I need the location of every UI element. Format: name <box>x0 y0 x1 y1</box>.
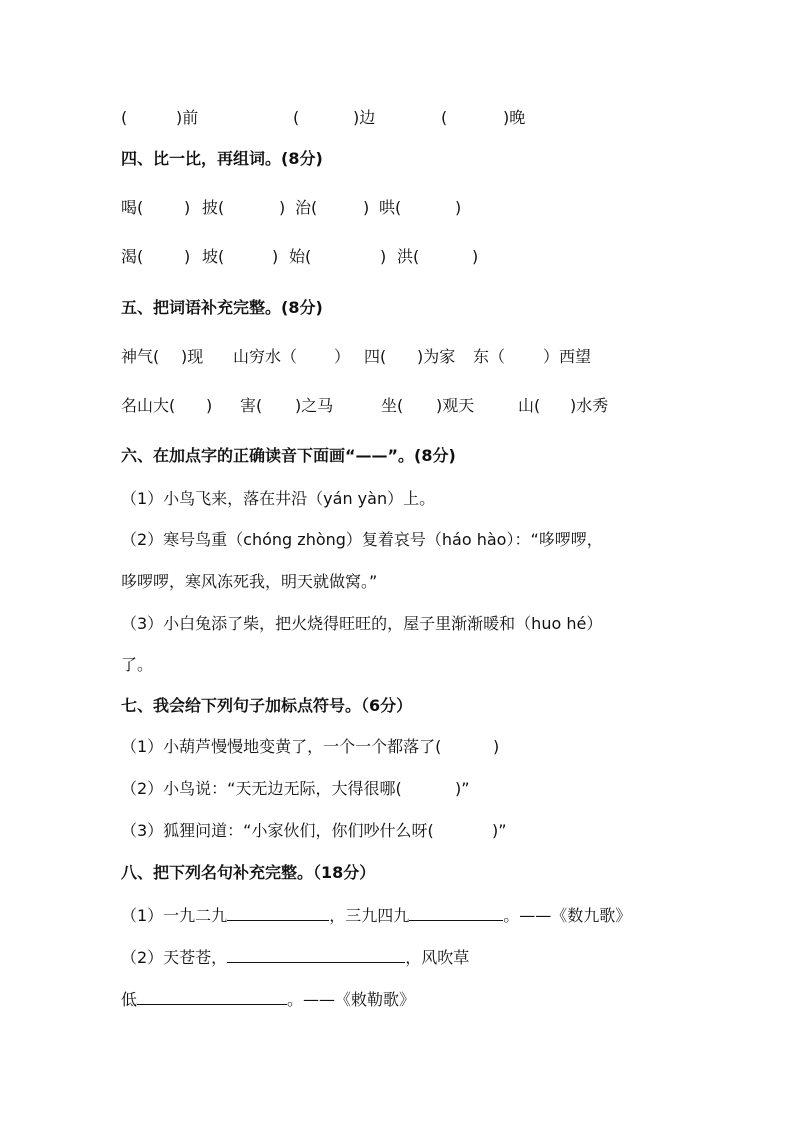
section-5-row-2: 名山大( ) 害( )之马 坐( )观天 山( )水秀 <box>121 396 609 415</box>
section-7-q1: （1）小葫芦慢慢地变黄了，一个一个都落了( ) <box>121 737 500 756</box>
section-4-row-1: 喝( ) 披( ) 治( ) 哄( ) <box>121 198 462 217</box>
section-4-heading: 四、比一比，再组词。(8分) <box>121 149 323 168</box>
section-6-q2-line-1: （2）寒号鸟重（chóng zhòng）复着哀号（háo hào）：“哆啰啰， <box>121 530 603 549</box>
answer-blank[interactable] <box>227 946 405 963</box>
section-8-heading: 八、把下列名句补充完整。（18分） <box>121 863 376 882</box>
section-8-q2-continued: 低 。——《敕勒歌》 <box>121 990 416 1009</box>
section-6-q2-line-2: 哆啰啰，寒风冻死我，明天就做窝。” <box>121 572 378 591</box>
section-6-q3-line-2: 了。 <box>121 655 154 674</box>
section-4-row-2: 渴( ) 坡( ) 始( ) 洪( ) <box>121 247 479 266</box>
answer-blank[interactable] <box>227 904 329 921</box>
answer-blank[interactable] <box>409 904 503 921</box>
section-7-q3: （3）狐狸问道：“小家伙们，你们吵什么呀( )” <box>121 821 507 840</box>
section-6-q1: （1）小鸟飞来，落在井沿（yán yàn）上。 <box>121 489 436 508</box>
section-5-heading: 五、把词语补充完整。(8分) <box>121 298 323 317</box>
top-fill-row: ( )前 ( )边 ( )晚 <box>121 108 526 127</box>
answer-blank[interactable] <box>137 988 287 1005</box>
section-7-q2: （2）小鸟说：“天无边无际，大得很哪( )” <box>121 779 470 798</box>
section-5-row-1: 神气( )现 山穷水（ ） 四( )为家 东（ ）西望 <box>121 347 592 366</box>
section-8-q2: （2）天苍苍， ，风吹草 <box>121 948 470 967</box>
section-6-heading: 六、在加点字的正确读音下面画“——”。(8分) <box>121 446 456 465</box>
section-8-q1: （1）一九二九 ，三九四九 。——《数九歌》 <box>121 906 632 925</box>
section-7-heading: 七、我会给下列句子加标点符号。（6分） <box>121 696 413 715</box>
section-6-q3-line-1: （3）小白兔添了柴，把火烧得旺旺的，屋子里渐渐暖和（huo hé） <box>121 614 603 633</box>
